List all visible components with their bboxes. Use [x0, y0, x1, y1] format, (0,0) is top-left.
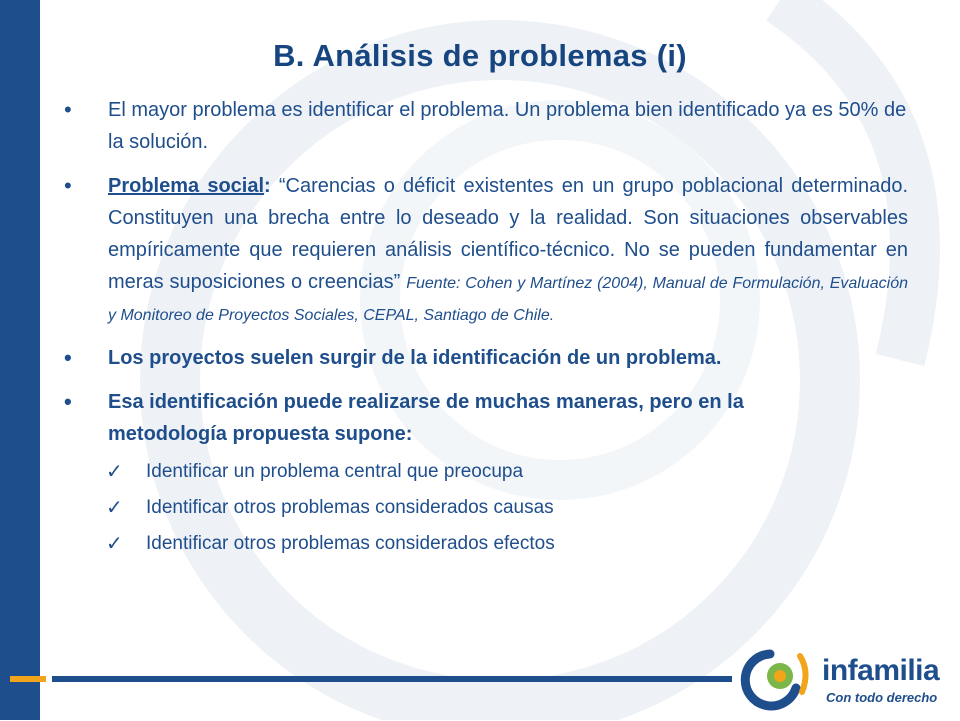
bullet-item-3 — [64, 342, 908, 374]
term-problema-social: Problema social — [108, 175, 265, 197]
bullet-text: Los proyectos suelen surgir de la identificación de un problema. — [108, 347, 722, 369]
check-text: Identificar otros problemas considerados efectos — [146, 533, 555, 554]
bullet-dot-icon: • — [64, 97, 72, 122]
term-colon: : — [264, 175, 279, 197]
bullet-item-1 — [64, 94, 908, 158]
bullet-dot-icon: • — [64, 345, 72, 370]
checkmark-icon: ✓ — [106, 461, 123, 483]
logo-mark-icon — [740, 646, 820, 716]
logo-tagline: Con todo derecho — [826, 690, 938, 705]
checkmark-icon: ✓ — [106, 497, 123, 519]
definition-quote: “Carencias o déficit existentes en un grupo poblacional determinado. Constituyen una brecha entre lo deseado y la realidad. Son situaciones observables empíricamente que requieren análisis científico-técnico. No se pueden fundamentar en meras suposiciones o creencias” — [108, 175, 908, 293]
bullet-text: El mayor problema es identificar el problema. Un problema bien identificado ya es 50% de la solución. — [108, 99, 907, 153]
bullet-item-4 — [64, 386, 908, 450]
bullet-line-1: Esa identificación puede realizarse de muchas maneras, pero en la — [108, 391, 744, 413]
check-text: Identificar un problema central que preocupa — [146, 461, 524, 482]
slide-content — [64, 94, 908, 564]
checkmark-icon: ✓ — [106, 533, 123, 555]
check-item-3 — [68, 528, 908, 560]
footer-accent-bar — [10, 676, 46, 682]
infamilia-logo — [740, 646, 950, 716]
check-item-2 — [68, 492, 908, 524]
check-text: Identificar otros problemas considerados causas — [146, 497, 554, 518]
slide-title: B. Análisis de problemas (i) — [273, 38, 687, 73]
bullet-dot-icon: • — [64, 173, 72, 198]
citation: Fuente: Cohen y Martínez (2004), Manual de Formulación, Evaluación y Monitoreo de Proyectos Sociales, CEPAL, Santiago de Chile. — [108, 275, 908, 324]
logo-name: infamilia — [822, 654, 940, 687]
bullet-dot-icon: • — [64, 389, 72, 414]
bullet-item-2 — [64, 170, 908, 330]
bullet-line-2: metodología propuesta supone: — [108, 423, 413, 445]
footer-line — [52, 676, 732, 682]
check-item-1 — [68, 456, 908, 488]
